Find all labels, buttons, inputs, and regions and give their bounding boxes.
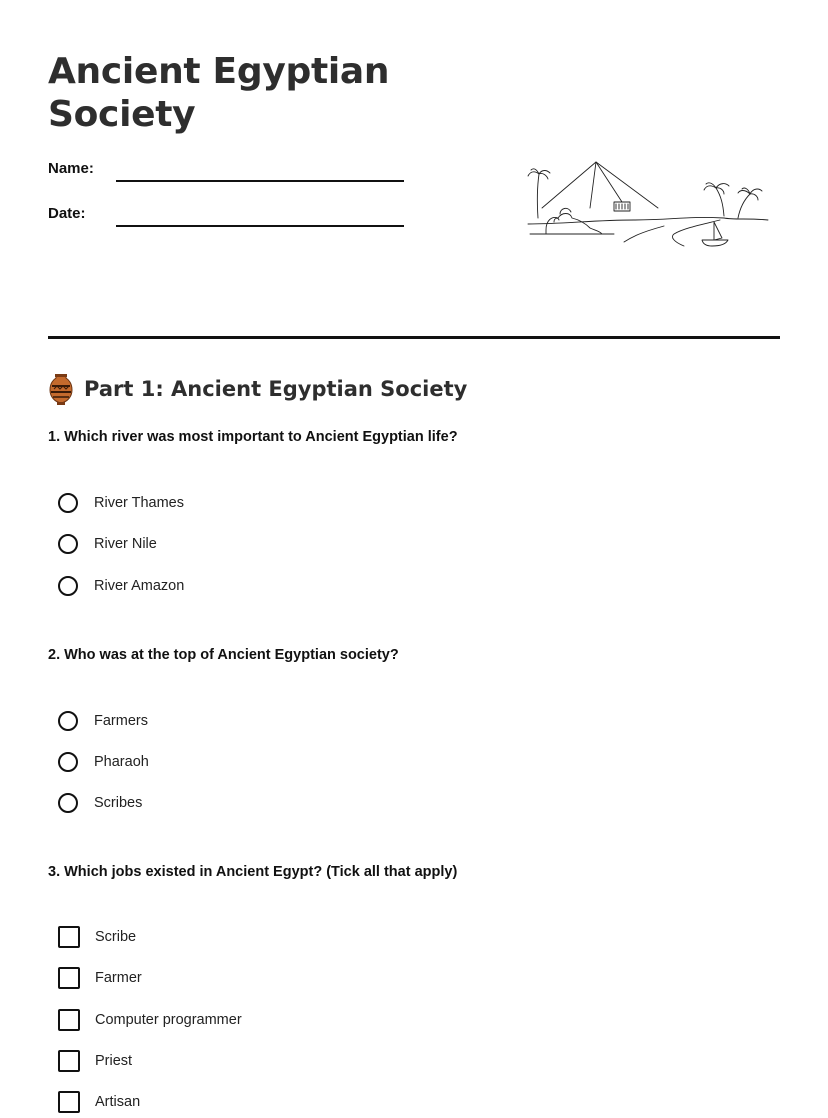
option-label: Scribes <box>94 795 143 811</box>
option-label: Artisan <box>95 1094 141 1110</box>
date-label: Date: <box>48 205 86 222</box>
section-divider <box>48 336 780 339</box>
checkbox[interactable] <box>58 926 80 948</box>
q2-option-pharaoh[interactable] <box>58 750 149 774</box>
checkbox[interactable] <box>58 967 80 989</box>
checkbox[interactable] <box>58 1091 80 1113</box>
radio-button[interactable] <box>58 493 78 513</box>
question-2-text: 2. Who was at the top of Ancient Egyptian society? <box>48 647 399 663</box>
radio-button[interactable] <box>58 752 78 772</box>
q1-option-river-nile[interactable] <box>58 532 157 556</box>
q3-option-priest[interactable] <box>58 1049 132 1073</box>
option-label: Farmer <box>95 970 142 986</box>
option-label: Farmers <box>94 713 148 729</box>
q3-option-computer-programmer[interactable] <box>58 1008 242 1032</box>
checkbox[interactable] <box>58 1009 80 1031</box>
option-label: Scribe <box>95 929 137 945</box>
q1-option-river-thames[interactable] <box>58 491 184 515</box>
egypt-scene-illustration <box>524 158 770 250</box>
option-label: Computer programmer <box>95 1012 242 1028</box>
date-field[interactable] <box>116 225 404 227</box>
radio-button[interactable] <box>58 793 78 813</box>
q3-option-artisan[interactable] <box>58 1090 140 1114</box>
part1-heading <box>48 372 467 406</box>
part1-title: Part 1: Ancient Egyptian Society <box>84 377 468 401</box>
radio-button[interactable] <box>58 711 78 731</box>
option-label: River Nile <box>94 536 157 552</box>
option-label: River Thames <box>94 495 184 511</box>
q2-option-scribes[interactable] <box>58 791 142 815</box>
checkbox[interactable] <box>58 1050 80 1072</box>
name-field[interactable] <box>116 180 404 182</box>
option-label: Pharaoh <box>94 754 149 770</box>
option-label: Priest <box>95 1053 133 1069</box>
q3-option-scribe[interactable] <box>58 925 136 949</box>
option-label: River Amazon <box>94 578 185 594</box>
radio-button[interactable] <box>58 576 78 596</box>
q1-option-river-amazon[interactable] <box>58 574 184 598</box>
question-3-text: 3. Which jobs existed in Ancient Egypt? (Tick all that apply) <box>48 864 458 880</box>
worksheet-title: Ancient Egyptian Society <box>48 51 390 135</box>
question-1-text: 1. Which river was most important to Ancient Egyptian life? <box>48 429 458 445</box>
q2-option-farmers[interactable] <box>58 709 148 733</box>
name-label: Name: <box>48 160 94 177</box>
radio-button[interactable] <box>58 534 78 554</box>
q3-option-farmer[interactable] <box>58 966 142 990</box>
amphora-vase-icon <box>48 373 74 405</box>
